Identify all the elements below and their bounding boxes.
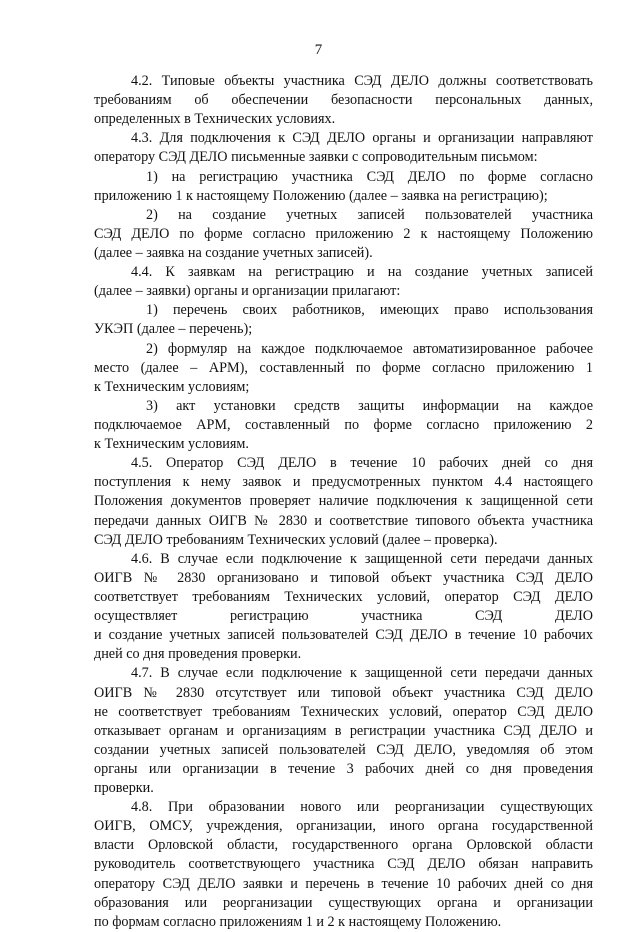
text-line: власти Орловской области, государственного органа Орловской области (94, 837, 593, 854)
text-line: СЭД ДЕЛО по форме согласно приложению 2 к настоящему Положению (94, 225, 593, 242)
text-line: 1) на регистрацию участника СЭД ДЕЛО по форме согласно (146, 168, 593, 185)
text-line: и создание учетных записей пользователей СЭД ДЕЛО в течение 10 рабочих (94, 627, 593, 644)
text-line: Положения документов проверяет наличие подключения к защищенной сети (94, 493, 593, 510)
text-line: 2) на создание учетных записей пользователей участника (146, 206, 593, 223)
text-line: отказывает органам и организациям в регистрации участника СЭД ДЕЛО и (94, 722, 593, 739)
text-line: 4.2. Типовые объекты участника СЭД ДЕЛО должны соответствовать (131, 73, 593, 89)
text-line: дней со дня проведения проверки. (94, 646, 302, 663)
text-line: СЭД ДЕЛО требованиям Технических условий (далее – проверка). (94, 531, 498, 548)
text-line: оператору СЭД ДЕЛО заявки и перечень в течение 10 рабочих дней со дня (94, 875, 593, 892)
text-line: ОИГВ, ОМСУ, учреждения, организации, иного органа государственной (94, 818, 593, 835)
text-line: определенных в Технических условиях. (94, 111, 336, 128)
text-line: УКЭП (далее – перечень); (94, 321, 253, 338)
text-line: проверки. (94, 780, 154, 797)
text-line: по формам согласно приложениям 1 и 2 к настоящему Положению. (94, 913, 502, 930)
text-line: руководитель соответствующего участника СЭД ДЕЛО обязан направить (94, 856, 593, 873)
text-line: (далее – заявка на создание учетных записей). (94, 244, 373, 261)
text-line: передачи данных ОИГВ № 2830 и соответствие типового объекта участника (94, 512, 593, 529)
text-line: ОИГВ № 2830 отсутствует или типовой объект участника СЭД ДЕЛО (94, 684, 593, 701)
text-line: органы или организации в течение 3 рабочих дней со дня проведения (94, 760, 593, 777)
text-line: 4.3. Для подключения к СЭД ДЕЛО органы и организации направляют (131, 130, 593, 147)
text-line: 1) перечень своих работников, имеющих право использования (146, 302, 593, 319)
text-line: образования или реорганизации существующих органа и организации (94, 894, 593, 911)
text-line: 3) акт установки средств защиты информации на каждое (146, 397, 593, 414)
text-line: 4.6. В случае если подключение к защищенной сети передачи данных (131, 550, 593, 567)
text-line: 4.8. При образовании нового или реорганизации существующих (131, 799, 593, 816)
text-line: место (далее – АРМ), составленный по форме согласно приложению 1 (94, 359, 593, 376)
text-line: осуществляет регистрацию участника СЭД ДЕЛО (94, 608, 593, 625)
text-line: соответствует требованиям Технических условий, оператор СЭД ДЕЛО (94, 588, 593, 605)
text-line: оператору СЭД ДЕЛО письменные заявки с сопроводительным письмом: (94, 149, 538, 166)
body-text (94, 72, 593, 932)
text-line: 4.7. В случае если подключение к защищенной сети передачи данных (131, 665, 593, 682)
text-line: к Техническим условиям; (94, 378, 250, 395)
text-line: 4.5. Оператор СЭД ДЕЛО в течение 10 рабочих дней со дня (131, 455, 593, 472)
text-line: к Техническим условиям. (94, 436, 249, 453)
text-line: не соответствует требованиям Технических условий, оператор СЭД ДЕЛО (94, 703, 593, 720)
text-line: приложению 1 к настоящему Положению (далее – заявка на регистрацию); (94, 187, 548, 204)
text-line: 2) формуляр на каждое подключаемое автоматизированное рабочее (146, 340, 593, 357)
text-line: ОИГВ № 2830 организовано и типовой объект участника СЭД ДЕЛО (94, 569, 593, 586)
text-line: создании учетных записей пользователей СЭД ДЕЛО, уведомляя об этом (94, 741, 593, 758)
text-line: (далее – заявки) органы и организации прилагают: (94, 283, 401, 300)
page-number: 7 (314, 42, 323, 58)
text-line: поступления к нему заявок и предусмотренных пунктом 4.4 настоящего (94, 474, 593, 491)
text-line: требованиям об обеспечении безопасности персональных данных, (94, 92, 593, 109)
text-line: 4.4. К заявкам на регистрацию и на создание учетных записей (131, 264, 593, 281)
text-line: подключаемое АРМ, составленный по форме согласно приложению 2 (94, 416, 593, 433)
